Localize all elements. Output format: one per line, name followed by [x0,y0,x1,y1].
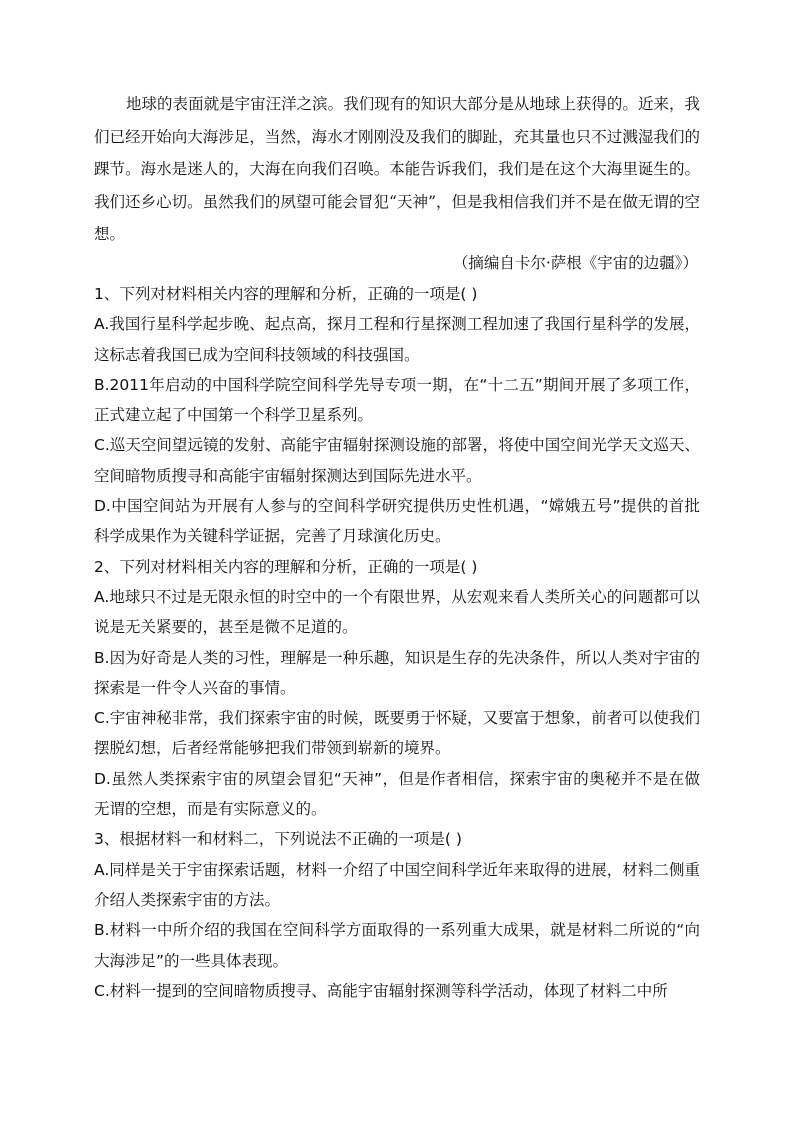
question-3-option-c: C.材料一提到的空间暗物质搜寻、高能宇宙辐射探测等科学活动，体现了材料二中所 [94,981,668,1000]
question-2-option-a: A.地球只不过是无限永恒的时空中的一个有限世界，从宏观来看人类所关心的问题都可以说是无关紧要的，甚至是微不足道的。 [94,587,700,637]
passage-source: （摘编自卡尔·萨根《宇宙的边疆》） [452,254,698,272]
question-list [94,279,700,1006]
question-3-stem: 3、根据材料一和材料二，下列说法不正确的一项是( ) [94,830,462,849]
question-1-option-b: B.2011年启动的中国科学院空间科学先导专项一期，在“十二五”期间开展了多项工作，正式建立起了中国第一个科学卫星系列。 [94,375,700,425]
question-2-option-c: C.宇宙神秘非常，我们探索宇宙的时候，既要勇于怀疑，又要富于想象，前者可以使我们摆脱幻想，后者经常能够把我们带领到崭新的境界。 [94,709,700,758]
question-3-option-a: A.同样是关于宇宙探索话题，材料一介绍了中国空间科学近年来取得的进展，材料二侧重介绍人类探索宇宙的方法。 [94,860,700,909]
question-1-option-c: C.巡天空间望远镜的发射、高能宇宙辐射探测设施的部署，将使中国空间光学天文巡天、空间暗物质搜寻和高能宇宙辐射探测达到国际先进水平。 [94,436,700,485]
question-3-option-b: B.材料一中所介绍的我国在空间科学方面取得的一系列重大成果，就是材料二所说的“向大海涉足”的一些具体表现。 [94,921,700,970]
question-2-stem: 2、下列对材料相关内容的理解和分析，正确的一项是( ) [94,557,478,576]
question-2-option-d: D.虽然人类探索宇宙的夙望会冒犯“天神”，但是作者相信，探索宇宙的奥秘并不是在做无谓的空想，而是有实际意义的。 [94,769,700,819]
question-2-option-b: B.因为好奇是人类的习性，理解是一种乐趣，知识是生存的先决条件，所以人类对宇宙的探索是一件令人兴奋的事情。 [94,648,700,697]
question-1-stem: 1、下列对材料相关内容的理解和分析，正确的一项是( ) [94,285,478,303]
question-1-option-a: A.我国行星科学起步晚、起点高，探月工程和行星探测工程加速了我国行星科学的发展，这标志着我国已成为空间科技领域的科技强国。 [94,315,700,364]
passage-text: 地球的表面就是宇宙汪洋之滨。我们现有的知识大部分是从地球上获得的。近来，我们已经开始向大海涉足，当然，海水才刚刚没及我们的脚趾，充其量也只不过溅湿我们的踝节。海水是迷人的，大海在向我们召唤。本能告诉我们，我们是在这个大海里诞生的。我们还乡心切。虽然我们的夙望可能会冒犯“天神”，但是我相信我们并不是在做无谓的空想。 [94,95,700,243]
passage-excerpt [94,88,700,251]
question-1-option-d: D.中国空间站为开展有人参与的空间科学研究提供历史性机遇，“嫦娥五号”提供的首批科学成果作为关键科学证据，完善了月球演化历史。 [94,497,700,546]
passage-paragraph [94,88,700,251]
